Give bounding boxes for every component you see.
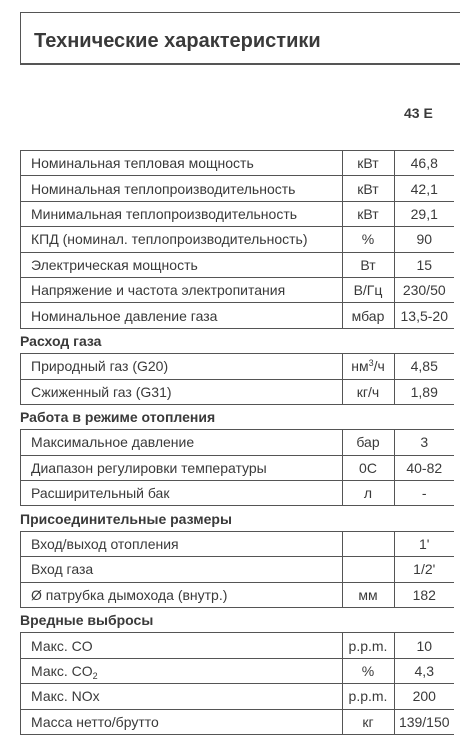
row-value: 1,89	[394, 379, 454, 404]
unit-tail: /ч	[373, 358, 385, 375]
row-name: Минимальная теплопроизводительность	[20, 201, 342, 226]
table-row	[20, 379, 454, 404]
row-unit: кВт	[342, 151, 394, 176]
row-value: 3	[394, 430, 454, 455]
row-unit: кВт	[342, 176, 394, 201]
row-name: Макс. NOx	[20, 684, 342, 709]
row-value: 46,8	[394, 151, 454, 176]
table-row	[20, 684, 454, 709]
row-unit: В/Гц	[342, 277, 394, 302]
row-value: 139/150	[394, 709, 454, 734]
table-row	[20, 531, 454, 556]
row-unit: кг/ч	[342, 379, 394, 404]
row-value: 15	[394, 252, 454, 277]
row-unit	[342, 354, 394, 379]
section-heading-gas	[20, 328, 454, 353]
row-value: 29,1	[394, 201, 454, 226]
section-title: Работа в режиме отопления	[20, 409, 216, 426]
table-row	[20, 176, 454, 201]
row-name: Вход газа	[20, 557, 342, 582]
table-row	[20, 227, 454, 252]
row-unit: %	[342, 658, 394, 683]
row-unit: Вт	[342, 252, 394, 277]
row-unit: %	[342, 227, 394, 252]
table-row	[20, 582, 454, 607]
section-title: Расход газа	[20, 332, 102, 349]
row-value: 13,5-20	[394, 303, 454, 328]
row-unit: мм	[342, 582, 394, 607]
name-base: Макс. CO	[31, 663, 93, 679]
row-name: Природный газ (G20)	[20, 354, 342, 379]
page-title: Технические характеристики	[34, 30, 321, 52]
spec-table	[20, 150, 454, 735]
row-unit: 0С	[342, 455, 394, 480]
section-heading-connections	[20, 506, 454, 531]
row-value: 42,1	[394, 176, 454, 201]
row-name: Номинальная теплопроизводительность	[20, 176, 342, 201]
table-row	[20, 633, 454, 658]
section-title: Присоединительные размеры	[20, 510, 232, 527]
row-name: Масса нетто/брутто	[20, 709, 342, 734]
section-heading-heating	[20, 404, 454, 429]
row-unit: л	[342, 481, 394, 506]
row-unit: бар	[342, 430, 394, 455]
row-name: Электрическая мощность	[20, 252, 342, 277]
table-row	[20, 201, 454, 226]
unit-base: нм	[351, 358, 369, 375]
row-name	[20, 658, 342, 683]
row-value: 1/2'	[394, 557, 454, 582]
row-name: Сжиженный газ (G31)	[20, 379, 342, 404]
row-value: 40-82	[394, 455, 454, 480]
row-value: 4,85	[394, 354, 454, 379]
table-row	[20, 455, 454, 480]
row-name: Вход/выход отопления	[20, 531, 342, 556]
row-name: Максимальное давление	[20, 430, 342, 455]
table-row	[20, 151, 454, 176]
row-name: Напряжение и частота электропитания	[20, 277, 342, 302]
row-name: Номинальное давление газа	[20, 303, 342, 328]
table-row	[20, 658, 454, 683]
row-unit: кг	[342, 709, 394, 734]
row-name: Номинальная тепловая мощность	[20, 151, 342, 176]
row-unit: p.p.m.	[342, 633, 394, 658]
title-box	[20, 12, 460, 65]
row-name: Расширительный бак	[20, 481, 342, 506]
row-value: 1'	[394, 531, 454, 556]
table-row	[20, 354, 454, 379]
table-row	[20, 709, 454, 734]
row-name: Ø патрубка дымохода (внутр.)	[20, 582, 342, 607]
row-value: 10	[394, 633, 454, 658]
table-row	[20, 252, 454, 277]
row-unit: кВт	[342, 201, 394, 226]
section-heading-emissions	[20, 608, 454, 633]
row-name: Макс. CO	[20, 633, 342, 658]
model-label: 43 E	[404, 105, 433, 121]
table-row	[20, 481, 454, 506]
unit-superscript: 3	[368, 358, 374, 369]
row-value: -	[394, 481, 454, 506]
row-value: 4,3	[394, 658, 454, 683]
table-row	[20, 303, 454, 328]
row-unit	[342, 531, 394, 556]
name-subscript: 2	[92, 671, 98, 681]
row-unit: p.p.m.	[342, 684, 394, 709]
row-unit	[342, 557, 394, 582]
row-value: 230/50	[394, 277, 454, 302]
row-value: 200	[394, 684, 454, 709]
row-name: КПД (номинал. теплопроизводительность)	[20, 227, 342, 252]
row-unit: мбар	[342, 303, 394, 328]
table-row	[20, 557, 454, 582]
table-row	[20, 277, 454, 302]
row-name: Диапазон регулировки температуры	[20, 455, 342, 480]
section-title: Вредные выбросы	[20, 612, 154, 629]
row-value: 182	[394, 582, 454, 607]
row-value: 90	[394, 227, 454, 252]
table-row	[20, 430, 454, 455]
